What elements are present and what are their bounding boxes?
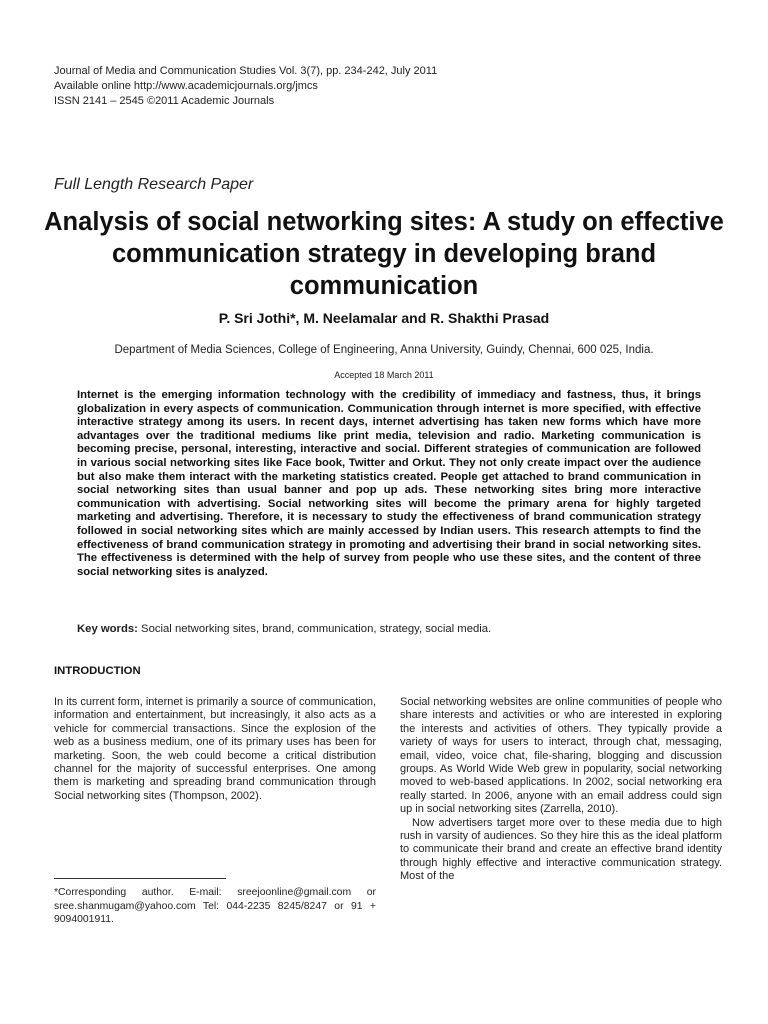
corresponding-author-footnote: *Corresponding author. E-mail: sreejoonline@gmail.com or sree.shanmugam@yahoo.com Tel: 044-2235 8245/8247 or 91 + 9094001911. — [54, 887, 376, 925]
introduction-heading: INTRODUCTION — [54, 665, 141, 677]
left-column — [54, 696, 376, 803]
author-list: P. Sri Jothi*, M. Neelamalar and R. Shakthi Prasad — [218, 310, 550, 326]
keywords-text: Social networking sites, brand, communication, strategy, social media. — [137, 623, 492, 635]
paper-type: Full Length Research Paper — [54, 176, 254, 193]
body-paragraph: Social networking websites are online communities of people who share interests and activities or who are interested in exploring the interests and activities of others. They typically provide a variety of ways for users to interact, through chat, messaging, email, video, voice chat, file-sharing, blogging and discussion groups. As World Wide Web grew in popularity, social networking moved to web-based applications. In 2002, social networking era really started. In 2006, anyone with an email address could sign up in social networking sites (Zarrella, 2010). — [400, 696, 722, 816]
right-column — [400, 696, 722, 884]
journal-url: Available online http://www.academicjournals.org/jmcs — [54, 80, 318, 92]
paper-title: Analysis of social networking sites: A study on effective communication strategy in developing brand communication — [44, 208, 724, 300]
accepted-date: Accepted 18 March 2011 — [334, 370, 434, 380]
body-paragraph: Now advertisers target more over to these media due to high rush in varsity of audiences. So they hire this as the ideal platform to communicate their brand and create an effective brand identity through highly effective and interactive communication strategy. Most of the — [400, 816, 722, 883]
abstract: Internet is the emerging information technology with the credibility of immediacy and fastness, thus, it brings globalization in every aspects of communication. Communication through internet is more specified, with effective interactive strategy among its users. In recent days, internet advertising has taken new forms which have more advantages over the traditional mediums like print media, television and radio. Marketing communication is becoming precise, personal, interesting, interactive and social. Different strategies of communication are followed in various social networking sites like Face book, Twitter and Orkut. They not only create impact over the audience but also make them interact with the marketing statistics created. People get attached to brand communication in social networking sites than usual banner and pop up ads. These networking sites bring more interactive communication with advertising. Social networking sites will become the primary arena for highly targeted marketing and advertising. Therefore, it is necessary to study the effectiveness of brand communication strategy followed in social networking sites which are mainly accessed by Indian users. This research attempts to find the effectiveness of brand communication strategy in promoting and advertising their brand in social networking sites. The effectiveness is determined with the help of survey from people who use these sites, and the content of three social networking sites is analyzed. — [77, 389, 701, 578]
introduction-paragraph: In its current form, internet is primarily a source of communication, information and entertainment, but increasingly, it also acts as a vehicle for commercial transactions. Since the explosion of the web as a business medium, one of its primary uses has been for marketing. Soon, the web could become a critical distribution channel for the majority of successful enterprises. One among them is marketing and spreading brand communication through Social networking sites (Thompson, 2002). — [54, 696, 376, 802]
keywords — [77, 623, 701, 635]
author-affiliation: Department of Media Sciences, College of Engineering, Anna University, Guindy, Chennai, 600 025, India. — [114, 344, 654, 356]
footnote-divider — [54, 878, 226, 879]
journal-header — [54, 64, 437, 109]
journal-citation: Journal of Media and Communication Studies Vol. 3(7), pp. 234-242, July 2011 — [54, 65, 438, 77]
journal-issn: ISSN 2141 – 2545 ©2011 Academic Journals — [54, 95, 275, 107]
keywords-label: Key words: — [77, 623, 138, 635]
